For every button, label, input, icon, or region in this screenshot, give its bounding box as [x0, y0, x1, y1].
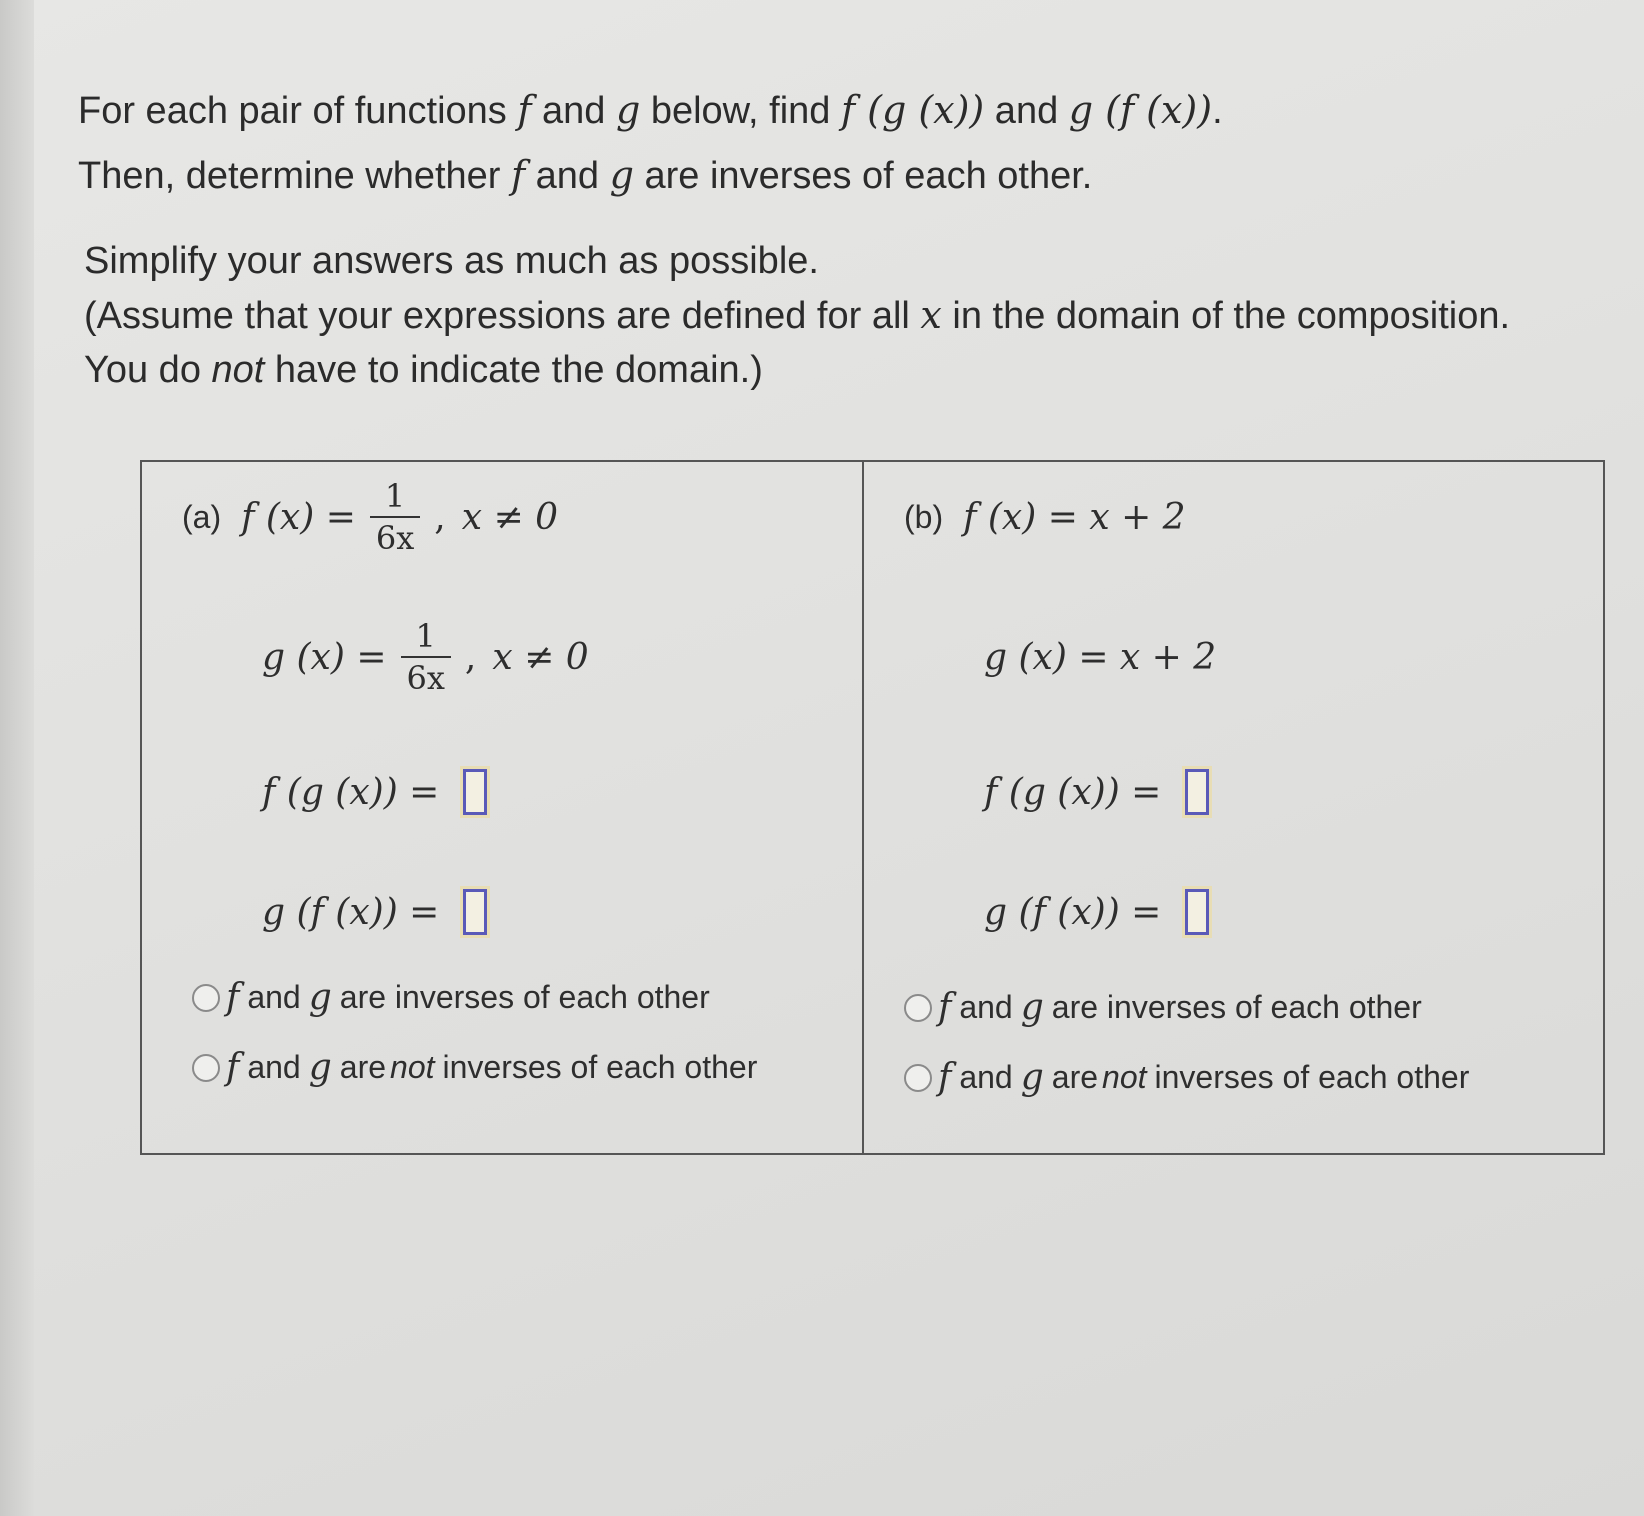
domain-instruction: You do not have to indicate the domain.) [84, 349, 763, 391]
part-b-cell [864, 462, 1605, 1153]
part-a-choice-inverses[interactable]: f and g are inverses of each other [192, 977, 710, 1018]
part-a-g-definition: g (x) = $\frac{1}{6x}$ , x ≠ 0 [262, 617, 589, 697]
prompt-line-1: For each pair of functions f and g below, find f (g (x)) and g (f (x)). [78, 88, 1223, 132]
part-a-label: (a) [182, 498, 222, 535]
part-b-label: (b) [904, 498, 944, 535]
part-b-gf-row: g (f (x)) = [984, 882, 1209, 942]
part-a-cell [142, 462, 862, 1153]
part-b-choice-not-inverses[interactable]: f and g are not inverses of each other [904, 1057, 1469, 1098]
f-fraction: $\frac{1}{6x}$ [370, 476, 420, 558]
assume-instruction: (Assume that your expressions are defined for all x in the domain of the composition. [84, 293, 1511, 337]
prompt-line-2: Then, determine whether f and g are inverses of each other. [78, 153, 1093, 197]
radio-button[interactable] [904, 1064, 932, 1092]
g-fraction: $\frac{1}{6x}$ [401, 616, 451, 698]
radio-button[interactable] [192, 1054, 220, 1082]
part-b-fg-answer-input[interactable] [1185, 769, 1209, 815]
part-a-gf-row: g (f (x)) = [262, 882, 487, 942]
problem-prompt [78, 78, 1223, 208]
screen-edge [0, 0, 34, 1516]
part-b-fg-row: f (g (x)) = [984, 762, 1209, 822]
instructions [84, 234, 1510, 397]
part-a-choice-not-inverses[interactable]: f and g are not inverses of each other [192, 1047, 757, 1088]
part-a-gf-answer-input[interactable] [463, 889, 487, 935]
part-b-gf-answer-input[interactable] [1185, 889, 1209, 935]
part-b-f-definition: (b) f (x) = x + 2 [904, 496, 1186, 538]
problem-table [140, 460, 1605, 1155]
part-b-g-definition: g (x) = x + 2 [984, 636, 1217, 678]
radio-button[interactable] [192, 984, 220, 1012]
simplify-instruction: Simplify your answers as much as possible. [84, 240, 819, 282]
radio-button[interactable] [904, 994, 932, 1022]
part-a-f-definition: (a) f (x) = $\frac{1}{6x}$ , x ≠ 0 [182, 477, 559, 557]
part-b-choice-inverses[interactable]: f and g are inverses of each other [904, 987, 1422, 1028]
part-a-fg-answer-input[interactable] [463, 769, 487, 815]
part-a-fg-row: f (g (x)) = [262, 762, 487, 822]
